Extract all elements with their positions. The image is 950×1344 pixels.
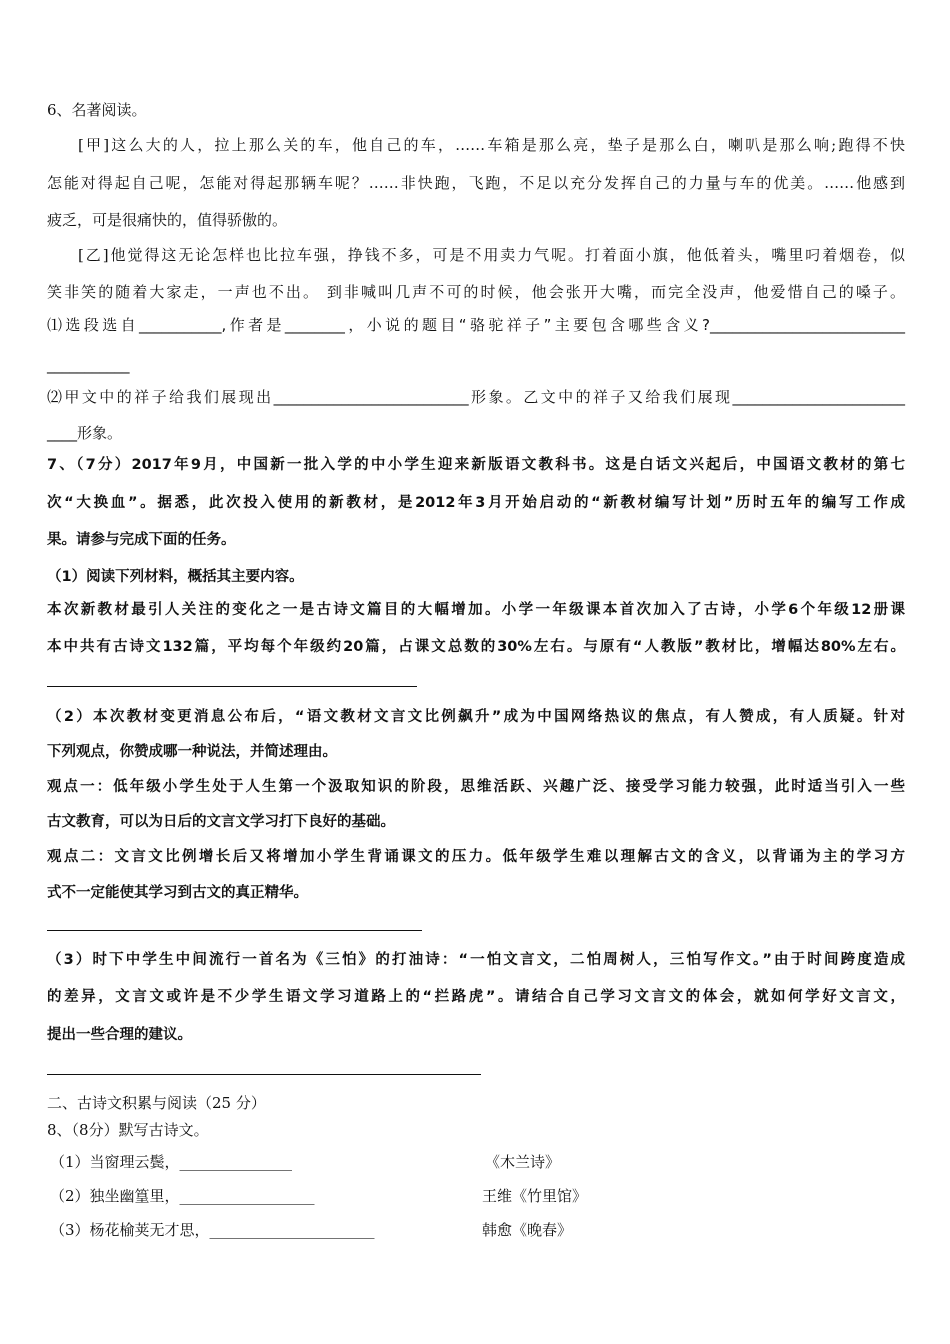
passage-jia-line: [甲]这么大的人，拉上那么关的车，他自己的车，……车箱是那么亮，垫子是那么白，喇叭是那么响;跑得不快 [78, 136, 905, 154]
q6-sub2: ⑵甲文中的祥子给我们展现出__________________________形象。乙文中的祥子又给我们展现_______________________ [47, 388, 905, 406]
q7-intro: 次“大换血”。据悉，此次投入使用的新教材，是2012年3月开始启动的“新教材编写计划”历时五年的编写工作成 [47, 495, 905, 511]
q7-sub1-text: 本中共有古诗文132篇，平均每个年级约20篇，占课文总数的30%左右。与原有“人教版”教材比，增幅达80%左右。 [47, 639, 905, 655]
q6-sub1: ⑴选段选自___________,作者是________，小说的题目“骆驼祥子”主要包含哪些含义?__________________________ [47, 316, 905, 334]
q6-sub2-cont: ____形象。 [47, 424, 123, 442]
viewpoint-1: 古文教育，可以为日后的文言文学习打下良好的基础。 [47, 814, 395, 830]
poem-item: （1）当窗理云鬓，_______________ [50, 1153, 293, 1171]
poem-source: 韩愈《晚春》 [482, 1221, 573, 1239]
passage-jia-line: 怎能对得起自己呢，怎能对得起那辆车呢？……非快跑，飞跑，不足以充分发挥自己的力量与车的优美。……他感到 [47, 174, 905, 192]
q7-sub3: 的差异，文言文或许是不少学生语文学习道路上的“拦路虎”。请结合自己学习文言文的体会，就如何学好文言文， [47, 989, 905, 1005]
q7-sub2: （2）本次教材变更消息公布后，“语文教材文言文比例飙升”成为中国网络热议的焦点，有人赞成，有人质疑。针对 [47, 709, 905, 725]
section-2-title: 二、古诗文积累与阅读（25 分） [47, 1094, 266, 1112]
q7-sub1-title: （1）阅读下列材料，概括其主要内容。 [47, 569, 304, 585]
q7-intro: 7、（7分）2017年9月，中国新一批入学的中小学生迎来新版语文教科书。这是白话文兴起后，中国语文教材的第七 [47, 457, 905, 473]
q6-sub1-cont: ___________ [47, 356, 130, 374]
viewpoint-2: 式不一定能使其学习到古文的真正精华。 [47, 885, 308, 901]
answer-line [47, 930, 422, 931]
q7-sub1-text: 本次新教材最引人关注的变化之一是古诗文篇目的大幅增加。小学一年级课本首次加入了古诗，小学6个年级12册课 [47, 602, 905, 618]
question-6-title: 6、名著阅读。 [47, 101, 147, 119]
poem-source: 《木兰诗》 [485, 1153, 561, 1171]
passage-jia-line: 疲乏，可是很痛快的，值得骄傲的。 [47, 211, 288, 229]
poem-item: （2）独坐幽篁里，__________________ [50, 1187, 315, 1205]
passage-yi-line: 笑非笑的随着大家走，一声也不出。 到非喊叫几声不可的时候，他会张开大嘴，而完全没声，他爱惜自己的嗓子。 [47, 283, 905, 301]
poem-source: 王维《竹里馆》 [482, 1187, 588, 1205]
q7-sub2: 下列观点，你赞成哪一种说法，并简述理由。 [47, 744, 337, 760]
q7-sub3: 提出一些合理的建议。 [47, 1027, 192, 1043]
q7-sub3: （3）时下中学生中间流行一首名为《三怕》的打油诗：“一怕文言文，二怕周树人，三怕写作文。”由于时间跨度造成 [47, 952, 905, 968]
poem-item: （3）杨花榆荚无才思，______________________ [50, 1221, 375, 1239]
q7-intro: 果。请参与完成下面的任务。 [47, 532, 236, 548]
answer-line [47, 686, 417, 687]
passage-yi-line: [乙]他觉得这无论怎样也比拉车强，挣钱不多，可是不用卖力气呢。打着面小旗，他低着头，嘴里叼着烟卷，似 [78, 246, 905, 264]
answer-line [47, 1074, 481, 1075]
question-8-title: 8、（8分）默写古诗文。 [47, 1121, 209, 1139]
viewpoint-1: 观点一：低年级小学生处于人生第一个汲取知识的阶段，思维活跃、兴趣广泛、接受学习能力较强，此时适当引入一些 [47, 779, 905, 795]
viewpoint-2: 观点二：文言文比例增长后又将增加小学生背诵课文的压力。低年级学生难以理解古文的含义，以背诵为主的学习方 [47, 849, 905, 865]
